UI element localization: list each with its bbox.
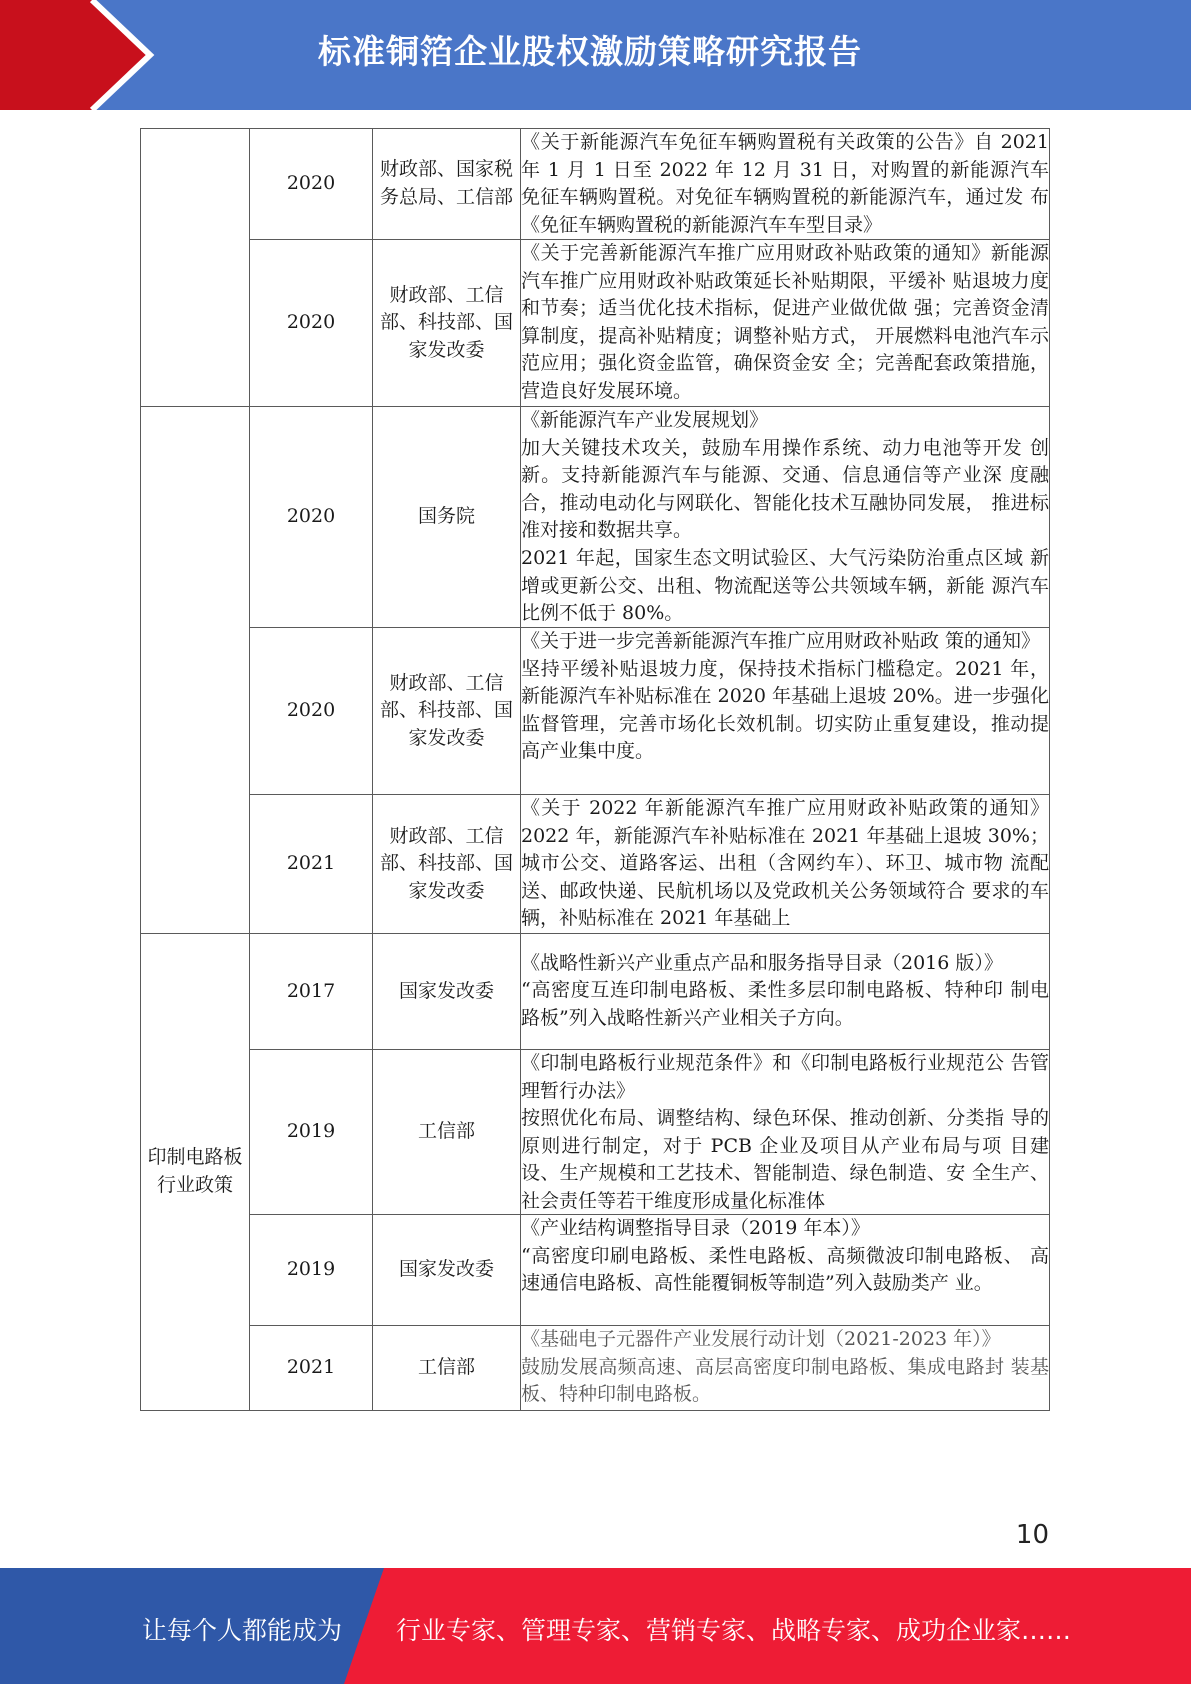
department-cell: 财政部、国家税务总局、工信部	[373, 129, 521, 240]
table-row	[141, 795, 1050, 934]
year-cell: 2020	[250, 129, 373, 240]
policy-description-cell	[521, 1326, 1050, 1411]
department-cell: 国家发改委	[373, 934, 521, 1050]
year-cell: 2019	[250, 1215, 373, 1326]
policy-text: “高密度印刷电路板、柔性电路板、高频微波印制电路板、 高速通信电路板、高性能覆铜板等制造”列入鼓励类产 业。	[521, 1244, 1049, 1295]
industry-category-cell	[141, 407, 250, 934]
department-cell: 工信部	[373, 1050, 521, 1215]
policy-text: 《关于新能源汽车免征车辆购置税有关政策的公告》自 2021 年 1 月 1 日至 2022 年 12 月 31 日，对购置的新能源汽车 免征车辆购置税。对免征车辆购置税的新能源汽车，通过发 布《免征车辆购置税的新能源汽车车型目录》	[521, 131, 1049, 236]
report-title: 标准铜箔企业股权激励策略研究报告	[318, 32, 862, 71]
policy-text: 《关于完善新能源汽车推广应用财政补贴政策的通知》新能源汽车推广应用财政补贴政策延长补贴期限，平缓补 贴退坡力度和节奏；适当优化技术指标，促进产业做优做 强；完善资金清算制度，提高补贴精度；调整补贴方式， 开展燃料电池汽车示范应用；强化资金监管，确保资金安 全；完善配套政策措施，营造良好发展环境。	[521, 242, 1049, 402]
policy-description-cell	[521, 1050, 1050, 1215]
year-cell: 2017	[250, 934, 373, 1050]
policy-text: 《关于进一步完善新能源汽车推广应用财政补贴政 策的通知》	[521, 630, 1041, 652]
policy-text: 《产业结构调整指导目录（2019 年本）》	[521, 1217, 870, 1239]
policy-text: 《战略性新兴产业重点产品和服务指导目录（2016 版）》	[521, 951, 1003, 974]
table-row	[141, 240, 1050, 407]
policy-text: 《关于 2022 年新能源汽车推广应用财政补贴政策的通知》 2022 年，新能源汽车补贴标准在 2021 年基础上退坡 30%； 城市公交、道路客运、出租（含网约车）、环卫、城市物 流配送、邮政快递、民航机场以及党政机关公务领域符合 要求的车辆，补贴标准在 2021 年基础上	[521, 797, 1049, 930]
policy-text: 《基础电子元器件产业发展行动计划（2021-2023 年）》	[521, 1328, 1001, 1350]
policy-text: 按照优化布局、调整结构、绿色环保、推动创新、分类指 导的原则进行制定，对于 PCB 企业及项目从产业布局与项 目建设、生产规模和工艺技术、智能制造、绿色制造、安 全生产、社会责任等若干维度形成量化标准体	[521, 1107, 1049, 1212]
policy-table	[140, 128, 1050, 1411]
policy-description-cell	[521, 1215, 1050, 1326]
department-cell: 财政部、工信部、科技部、国 家发改委	[373, 795, 521, 934]
table-row	[141, 407, 1050, 628]
table-row	[141, 1326, 1050, 1411]
table-row	[141, 129, 1050, 240]
table-row	[141, 1050, 1050, 1215]
department-cell: 工信部	[373, 1326, 521, 1411]
policy-text: 2021 年起，国家生态文明试验区、大气污染防治重点区域 新增或更新公交、出租、物流配送等公共领域车辆，新能 源汽车比例不低于 80%。	[521, 546, 1049, 625]
department-cell: 财政部、工信部、科技部、国 家发改委	[373, 240, 521, 407]
industry-category-cell	[141, 129, 250, 407]
industry-category-cell: 印制电路板行业政策	[141, 934, 250, 1411]
table-row	[141, 1215, 1050, 1326]
footer-slogan-left: 让每个人都能成为	[142, 1616, 343, 1645]
page-footer	[0, 1568, 1191, 1684]
year-cell: 2021	[250, 795, 373, 934]
policy-text: 《新能源汽车产业发展规划》	[521, 409, 769, 431]
policy-text: 鼓励发展高频高速、高层高密度印制电路板、集成电路封 装基板、特种印制电路板。	[521, 1355, 1049, 1406]
policy-text: 坚持平缓补贴退坡力度，保持技术指标门槛稳定。2021 年，新能源汽车补贴标准在 2020 年基础上退坡 20%。进一步强化监督管理，完善市场化长效机制。切实防止重复建设，推动提高产业集中度。	[521, 657, 1049, 763]
policy-description-cell	[521, 628, 1050, 795]
policy-description-cell	[521, 407, 1050, 628]
policy-text: 《印制电路板行业规范条件》和《印制电路板行业规范公 告管理暂行办法》	[521, 1052, 1049, 1102]
department-cell: 国家发改委	[373, 1215, 521, 1326]
page-header	[0, 0, 1191, 110]
page-number: 10	[1015, 1520, 1049, 1550]
table-row	[141, 628, 1050, 795]
policy-description-cell	[521, 795, 1050, 934]
year-cell: 2020	[250, 628, 373, 795]
year-cell: 2020	[250, 407, 373, 628]
policy-text: “高密度互连印制电路板、柔性多层印制电路板、特种印 制电路板”列入战略性新兴产业相关子方向。	[521, 979, 1049, 1029]
department-cell: 国务院	[373, 407, 521, 628]
policy-description-cell	[521, 934, 1050, 1050]
policy-description-cell	[521, 129, 1050, 240]
year-cell: 2020	[250, 240, 373, 407]
policy-text: 加大关键技术攻关，鼓励车用操作系统、动力电池等开发 创新。支持新能源汽车与能源、交通、信息通信等产业深 度融合，推动电动化与网联化、智能化技术互融协同发展， 推进标准对接和数据共享。	[521, 436, 1049, 542]
department-cell: 财政部、工信部、科技部、国 家发改委	[373, 628, 521, 795]
year-cell: 2021	[250, 1326, 373, 1411]
table-row	[141, 934, 1050, 1050]
footer-slogan-right: 行业专家、管理专家、营销专家、战略专家、成功企业家……	[396, 1616, 1072, 1645]
policy-description-cell	[521, 240, 1050, 407]
year-cell: 2019	[250, 1050, 373, 1215]
